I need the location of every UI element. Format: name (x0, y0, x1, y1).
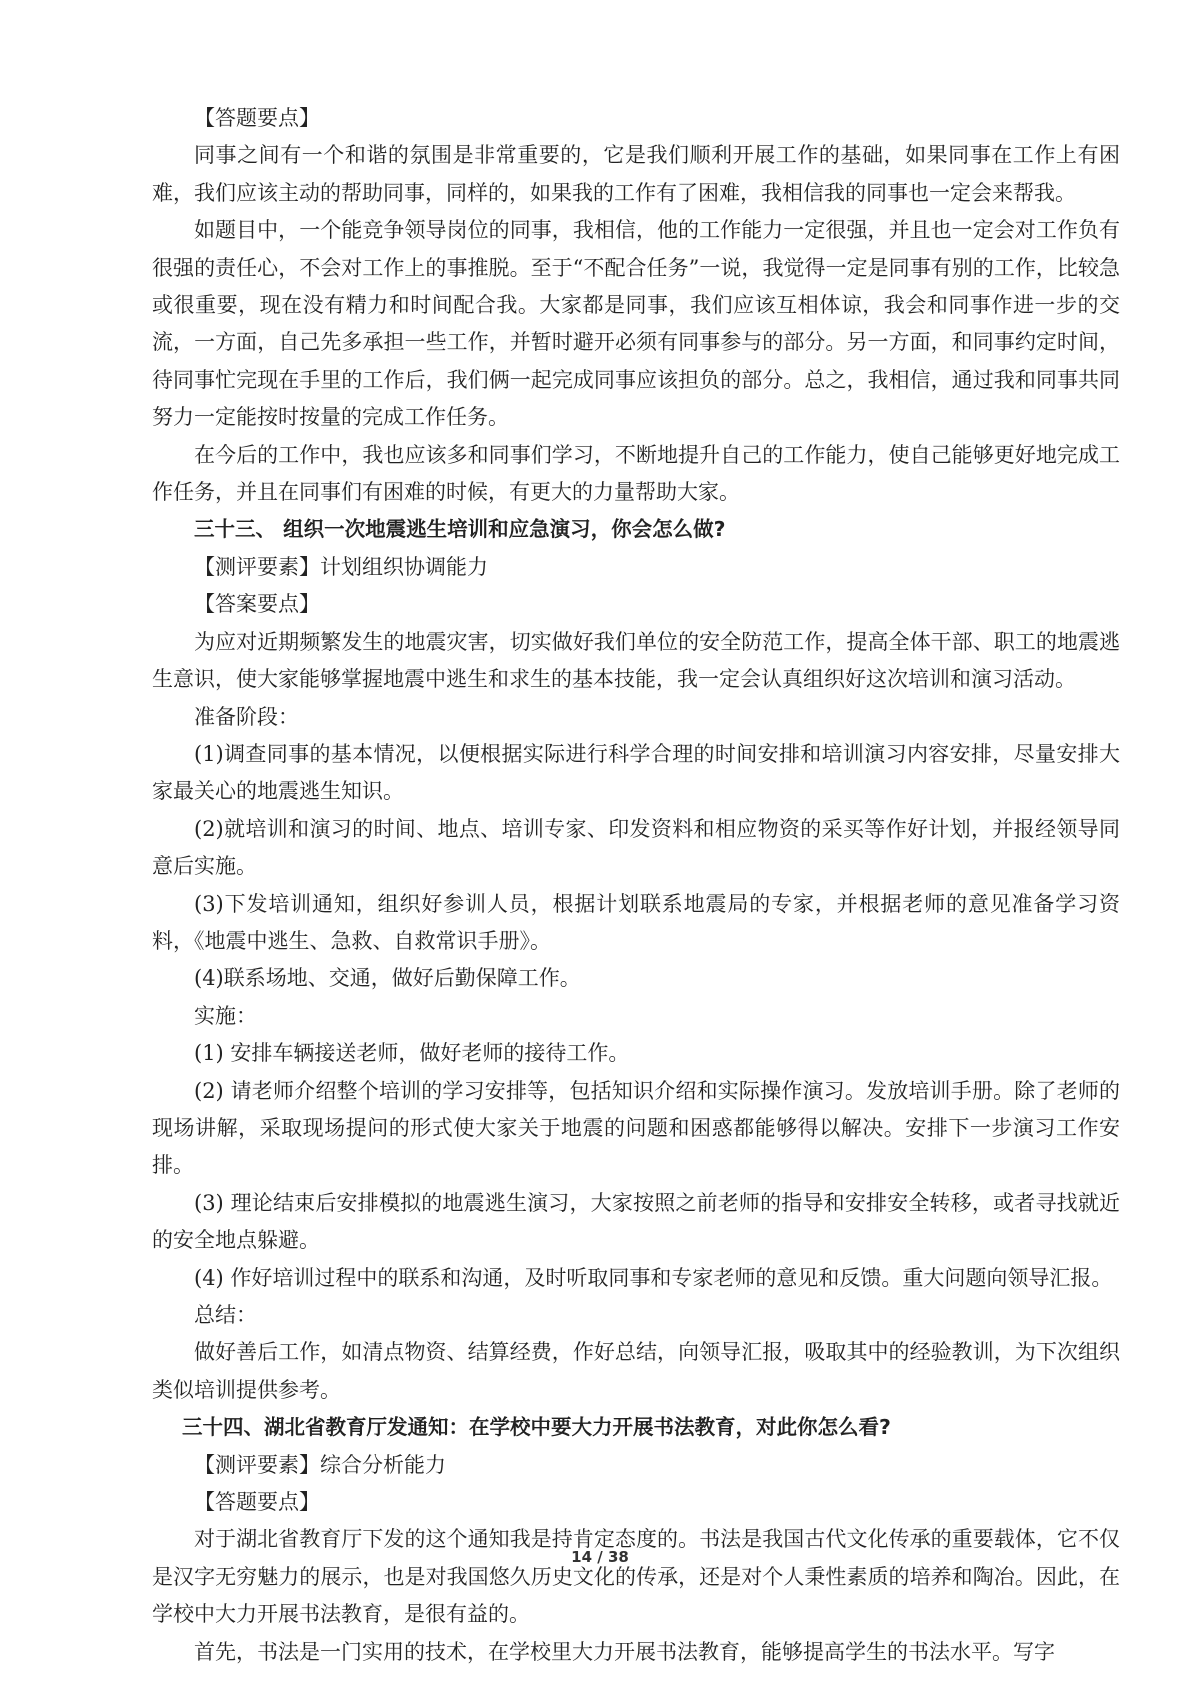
body-paragraph: (2)就培训和演习的时间、地点、培训专家、印发资料和相应物资的采买等作好计划，并报经领导同意后实施。 (152, 816, 1120, 879)
body-paragraph: 在今后的工作中，我也应该多和同事们学习，不断地提升自己的工作能力，使自己能够更好地完成工作任务，并且在同事们有困难的时候，有更大的力量帮助大家。 (152, 442, 1120, 505)
body-paragraph: (1)调查同事的基本情况，以便根据实际进行科学合理的时间安排和培训演习内容安排，尽量安排大家最关心的地震逃生知识。 (152, 741, 1120, 804)
page-number: 14 / 38 (571, 1548, 629, 1566)
body-paragraph: (4)联系场地、交通，做好后勤保障工作。 (194, 966, 581, 991)
body-paragraph: 如题目中，一个能竞争领导岗位的同事，我相信，他的工作能力一定很强，并且也一定会对工作负有很强的责任心，不会对工作上的事推脱。至于“不配合任务”一说，我觉得一定是同事有别的工作，比较急或很重要，现在没有精力和时间配合我。大家都是同事，我们应该互相体谅，我会和同事作进一步的交流，一方面，自己先多承担一些工作，并暂时避开必须有同事参与的部分。另一方面，和同事约定时间，待同事忙完现在手里的工作后，我们俩一起完成同事应该担负的部分。总之，我相信，通过我和同事共同努力一定能按时按量的完成工作任务。 (152, 218, 1120, 430)
body-paragraph: 【测评要素】综合分析能力 (194, 1452, 446, 1477)
body-paragraph: 【答题要点】 (194, 106, 320, 130)
body-paragraph: 首先，书法是一门实用的技术，在学校里大力开展书法教育，能够提高学生的书法水平。写字 (194, 1639, 1055, 1664)
question-heading: 三十四、湖北省教育厅发通知：在学校中要大力开展书法教育，对此你怎么看? (182, 1415, 891, 1440)
body-paragraph: 【答案要点】 (194, 592, 320, 617)
body-paragraph: 对于湖北省教育厅下发的这个通知我是持肯定态度的。书法是我国古代文化传承的重要载体，它不仅是汉字无穷魅力的展示，也是对我国悠久历史文化的传承，还是对个人秉性素质的培养和陶冶。因此，在学校中大力开展书法教育，是很有益的。 (152, 1527, 1120, 1627)
body-paragraph: 总结： (194, 1303, 257, 1327)
body-paragraph: 同事之间有一个和谐的氛围是非常重要的，它是我们顺利开展工作的基础，如果同事在工作上有困难，我们应该主动的帮助同事，同样的，如果我的工作有了困难，我相信我的同事也一定会来帮我。 (152, 143, 1120, 205)
body-paragraph: 准备阶段： (194, 704, 299, 729)
body-paragraph: (3)下发培训通知，组织好参训人员，根据计划联系地震局的专家，并根据老师的意见准备学习资料，《地震中逃生、急救、自救常识手册》。 (152, 891, 1120, 953)
body-paragraph: 【测评要素】计划组织协调能力 (194, 554, 488, 579)
question-heading: 三十三、 组织一次地震逃生培训和应急演习，你会怎么做? (194, 517, 726, 542)
body-paragraph: 【答题要点】 (194, 1490, 320, 1515)
body-paragraph: 实施： (194, 1003, 257, 1028)
body-paragraph: (3) 理论结束后安排模拟的地震逃生演习，大家按照之前老师的指导和安排安全转移，或者寻找就近的安全地点躲避。 (152, 1190, 1120, 1253)
body-paragraph: 做好善后工作，如清点物资、结算经费，作好总结，向领导汇报，吸取其中的经验教训，为下次组织类似培训提供参考。 (152, 1340, 1120, 1402)
body-paragraph: (1) 安排车辆接送老师，做好老师的接待工作。 (194, 1041, 630, 1066)
body-paragraph: (4) 作好培训过程中的联系和沟通，及时听取同事和专家老师的意见和反馈。重大问题向领导汇报。 (194, 1265, 1113, 1290)
document-body (152, 100, 1120, 1671)
body-paragraph: (2) 请老师介绍整个培训的学习安排等，包括知识介绍和实际操作演习。发放培训手册。除了老师的现场讲解，采取现场提问的形式使大家关于地震的问题和困惑都能够得以解决。安排下一步演习工作安排。 (152, 1078, 1120, 1178)
body-paragraph: 为应对近期频繁发生的地震灾害，切实做好我们单位的安全防范工作，提高全体干部、职工的地震逃生意识，使大家能够掌握地震中逃生和求生的基本技能，我一定会认真组织好这次培训和演习活动。 (152, 629, 1120, 692)
